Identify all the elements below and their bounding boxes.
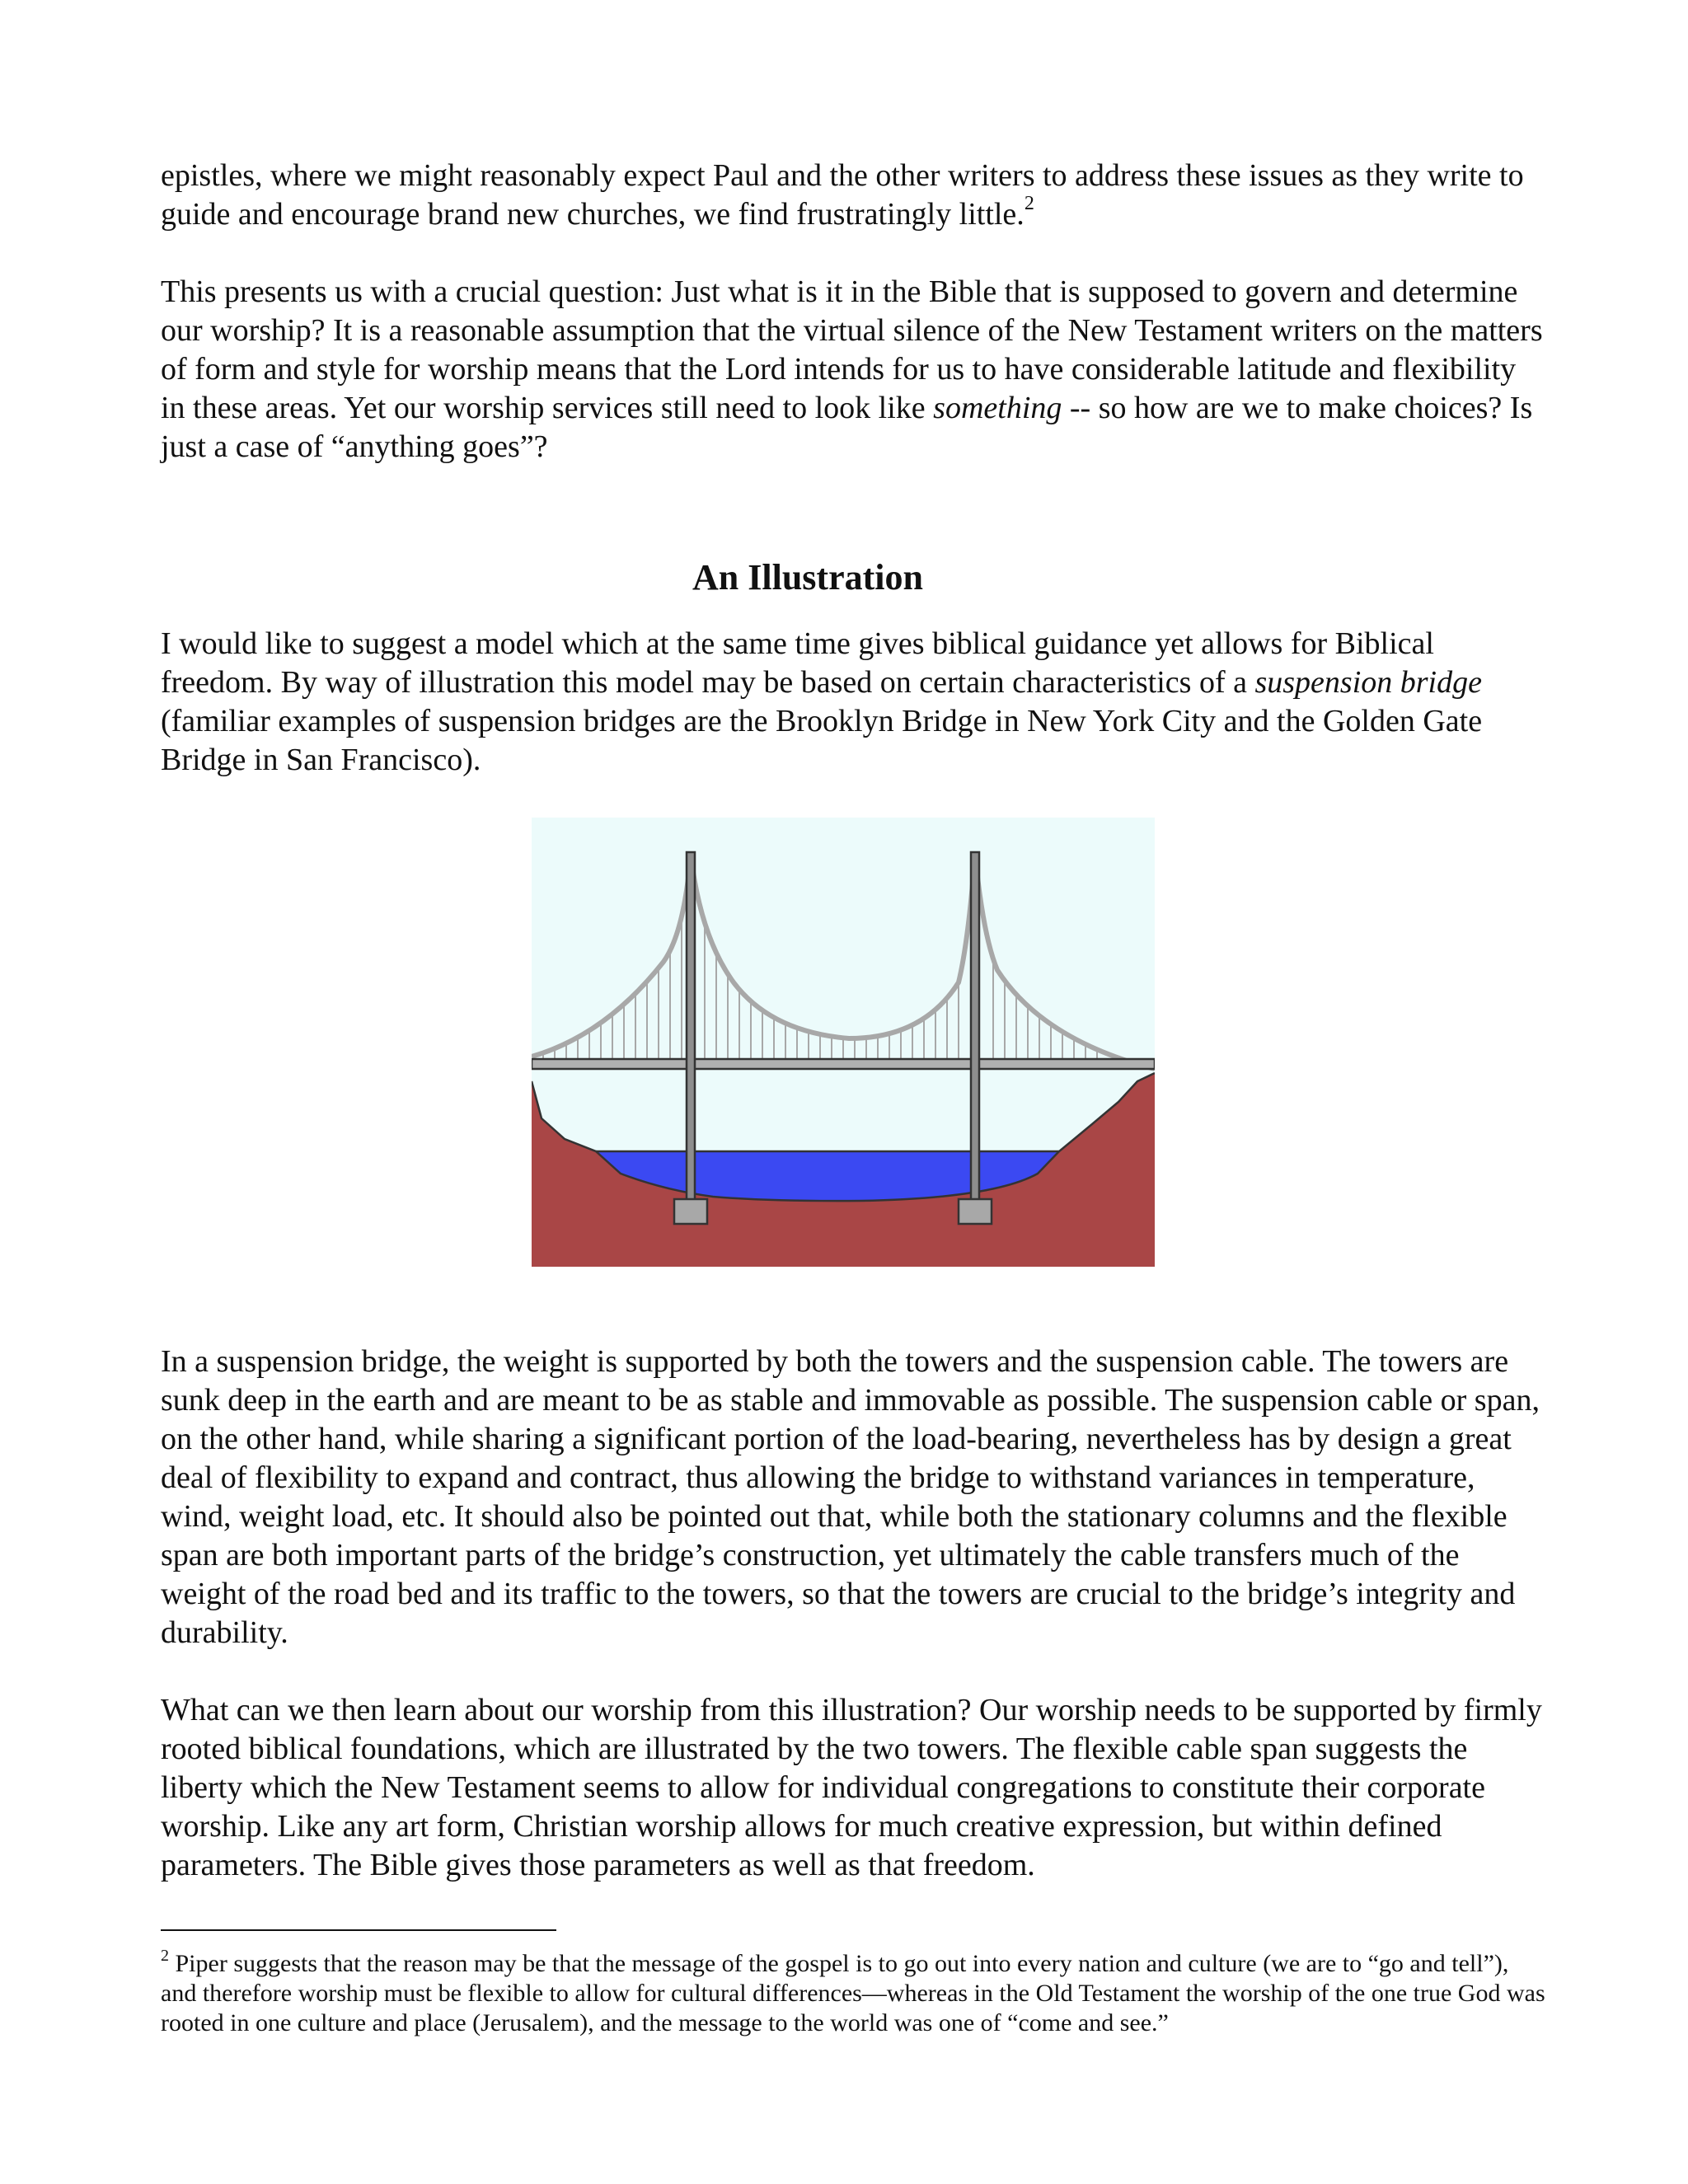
paragraph-text: (familiar examples of suspension bridges are the Brooklyn Bridge in New York City and the Golden Gate Bridge in San Francisco). <box>161 704 1483 777</box>
bridge-drawing <box>532 818 1155 1267</box>
right-tower <box>971 852 979 1202</box>
footnote-number: 2 <box>161 1947 169 1965</box>
right-tower-foundation <box>959 1199 992 1224</box>
paragraph <box>161 273 1545 466</box>
paragraph <box>161 625 1545 780</box>
footnote-text: Piper suggests that the reason may be that the message of the gospel is to go out into every nation and culture (we are to “go and tell”), and therefore worship must be flexible to allow for cultural differences—whereas in the Old Testament the worship of the one true God was rooted in one culture and place (Jerusalem), and the message to the world was one of “come and see.” <box>161 1950 1545 2036</box>
section-heading: An Illustration <box>692 557 923 598</box>
emphasis-text: something <box>933 391 1062 425</box>
footnote-separator <box>161 1929 556 1931</box>
footnote-reference[interactable]: 2 <box>1024 193 1034 215</box>
emphasis-text: suspension bridge <box>1254 665 1482 700</box>
paragraph: In a suspension bridge, the weight is supported by both the towers and the suspension cable. The towers are sunk deep in the earth and are meant to be as stable and immovable as possible. The suspension cable or span, on the other hand, while sharing a significant portion of the load-bearing, nevertheless has by design a great deal of flexibility to expand and contract, thus allowing the bridge to withstand variances in temperature, wind, weight load, etc. It should also be pointed out that, while both the stationary columns and the flexible span are both important parts of the bridge’s construction, yet ultimately the cable transfers much of the weight of the road bed and its traffic to the towers, so that the towers are crucial to the bridge’s integrity and durability. <box>161 1344 1540 1650</box>
suspension-bridge-illustration <box>532 818 1155 1267</box>
left-tower <box>687 852 695 1202</box>
paragraph-text: epistles, where we might reasonably expect Paul and the other writers to address these issues as they write to guide and encourage brand new churches, we find frustratingly little. <box>161 158 1524 232</box>
paragraph <box>161 157 1545 234</box>
paragraph-text: -- so how are we to make choices? Is just a case of “anything goes”? <box>161 391 1533 464</box>
footnote <box>161 1949 1545 2038</box>
document-page <box>161 157 1545 2038</box>
paragraph-text: I would like to suggest a model which at the same time gives biblical guidance yet allows for Biblical freedom. By way of illustration this model may be based on certain characteristics of a <box>161 626 1434 700</box>
left-tower-foundation <box>674 1199 707 1224</box>
bridge-deck <box>532 1059 1155 1069</box>
paragraph-text: This presents us with a crucial question: Just what is it in the Bible that is supposed to govern and determine our worship? It is a reasonable assumption that the virtual silence of the New Testament writers on the matters of form and style for worship means that the Lord intends for us to have considerable latitude and flexibility in these areas. Yet our worship services still need to look like <box>161 274 1543 425</box>
paragraph: What can we then learn about our worship from this illustration? Our worship needs to be supported by firmly rooted biblical foundations, which are illustrated by the two towers. The flexible cable span suggests the liberty which the New Testament seems to allow for individual congregations to constitute their corporate worship. Like any art form, Christian worship allows for much creative expression, but within defined parameters. The Bible gives those parameters as well as that freedom. <box>161 1693 1542 1882</box>
